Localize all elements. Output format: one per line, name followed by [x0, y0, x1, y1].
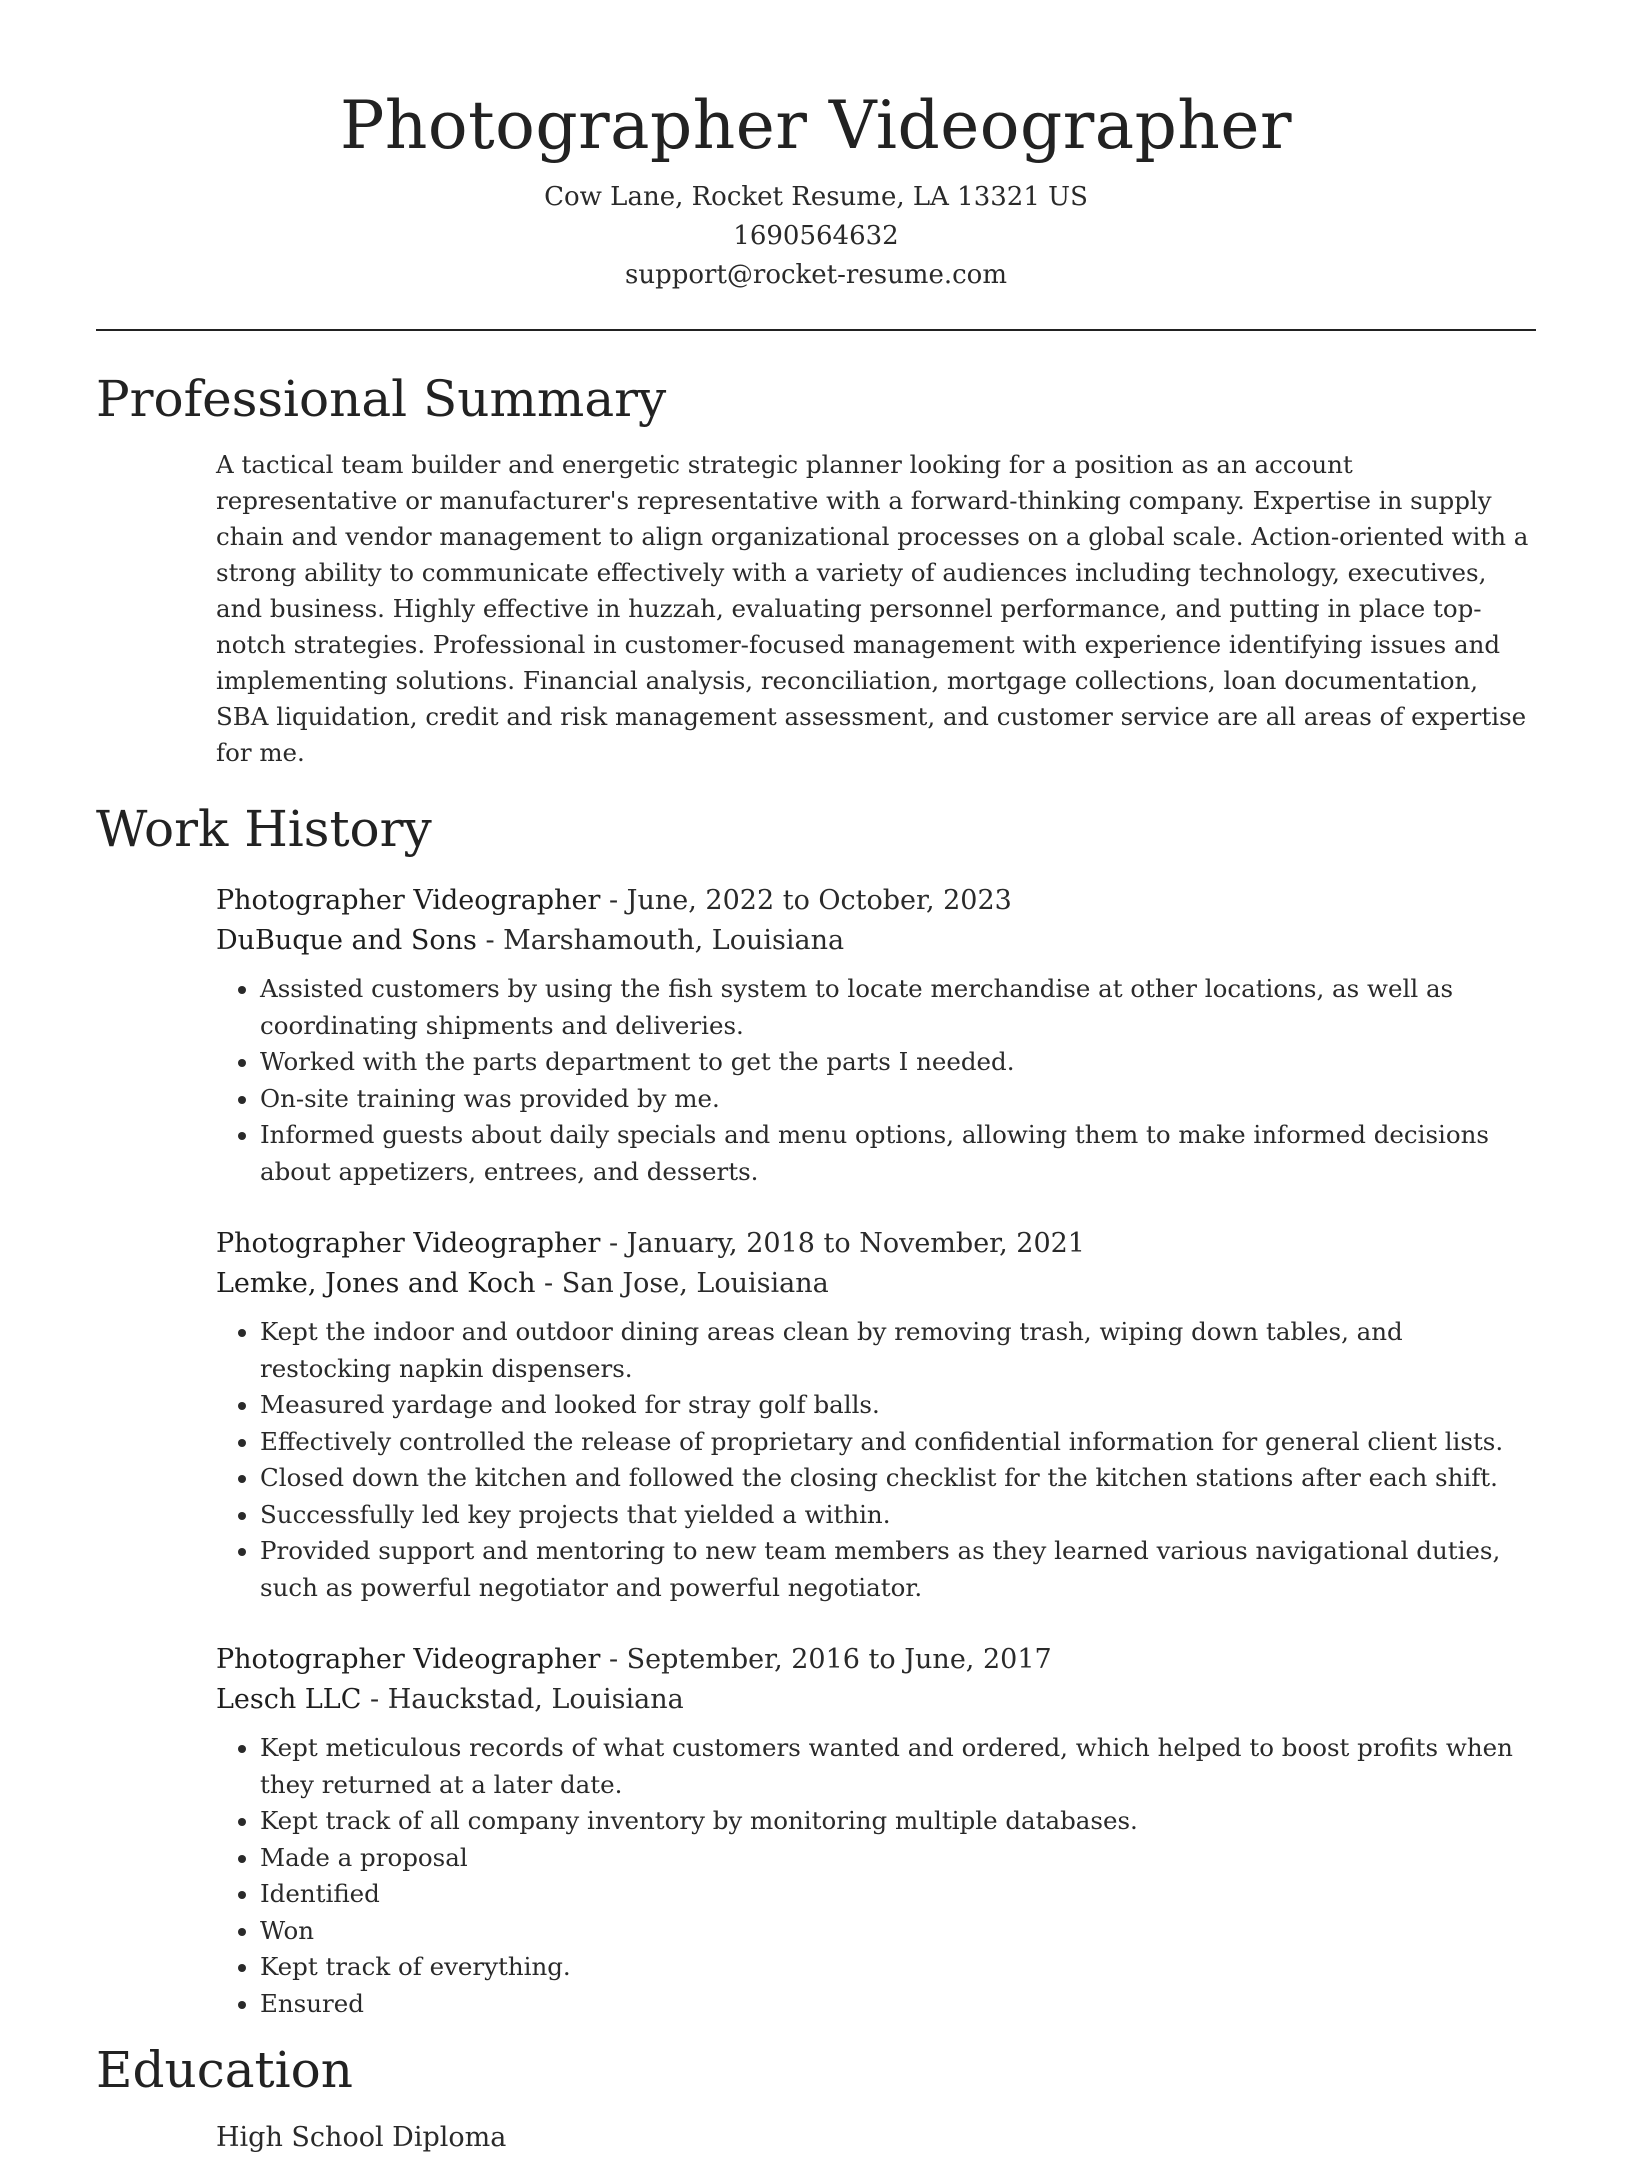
job-bullet: • Worked with the parts department to get the parts I needed. [260, 1044, 1536, 1081]
job-dates: September, 2016 to June, 2017 [626, 1644, 1052, 1675]
job-bullet: • Informed guests about daily specials and menu options, allowing them to make informed decisions about appetizers, entrees, and desserts. [260, 1117, 1536, 1190]
job-bullet: • Identified [260, 1876, 1536, 1913]
separator: - [600, 885, 627, 916]
separator: - [600, 1644, 627, 1675]
job-bullet: • On-site training was provided by me. [260, 1081, 1536, 1118]
separator: - [535, 1268, 562, 1299]
job-location: San Jose, Louisiana [561, 1268, 829, 1299]
job-bullet: • Assisted customers by using the fish system to locate merchandise at other locations, as well as coordinating shipments and deliveries. [260, 971, 1536, 1044]
job-list [216, 881, 1536, 2022]
section-title-work-history: Work History [96, 800, 432, 858]
job-bullet: • Provided support and mentoring to new team members as they learned various navigational duties, such as powerful negotiator and powerful negotiator. [260, 1533, 1536, 1606]
job-bullet: • Kept meticulous records of what customers wanted and ordered, which helped to boost profits when they returned at a later date. [260, 1730, 1536, 1803]
job-bullets [216, 1314, 1536, 1606]
section-title-education: Education [96, 2041, 353, 2099]
resume-page [96, 0, 1536, 2158]
job-position: Photographer Videographer [216, 1228, 601, 1259]
job-company-line [216, 921, 1536, 961]
job-company: DuBuque and Sons [216, 925, 477, 956]
section-title-summary: Professional Summary [96, 370, 667, 428]
job-bullet: • Kept track of all company inventory by monitoring multiple databases. [260, 1803, 1536, 1840]
job-location: Marshamouth, Louisiana [503, 925, 845, 956]
job-company-line [216, 1680, 1536, 1720]
job-bullet: • Measured yardage and looked for stray golf balls. [260, 1387, 1536, 1424]
job-bullet: • Closed down the kitchen and followed the closing checklist for the kitchen stations after each shift. [260, 1460, 1536, 1497]
job-entry [216, 881, 1536, 1190]
work-history-section [96, 799, 1536, 2022]
email: support@rocket-resume.com [624, 260, 1007, 290]
summary-text: A tactical team builder and energetic strategic planner looking for a position as an account representative or manufacturer's representative with a forward-thinking company. Expertise in supply chain and vendor management to align organizational processes on a global scale. Action-oriented with a strong ability to communicate effectively with a variety of audiences including technology, executives, and business. Highly effective in huzzah, evaluating personnel performance, and putting in place top-notch strategies. Professional in customer-focused management with experience identifying issues and implementing solutions. Financial analysis, reconciliation, mortgage collections, loan documentation, SBA liquidation, credit and risk management assessment, and customer service are all areas of expertise for me. [216, 450, 1529, 767]
contact-info [96, 178, 1536, 295]
job-title-line [216, 1224, 1536, 1264]
job-position: Photographer Videographer [216, 885, 601, 916]
candidate-name: Photographer Videographer [339, 87, 1293, 164]
header-divider [96, 329, 1536, 331]
job-bullet: • Ensured [260, 1986, 1536, 2023]
job-title-line [216, 1640, 1536, 1680]
job-bullet: • Successfully led key projects that yielded a within. [260, 1497, 1536, 1534]
job-bullet: • Won [260, 1913, 1536, 1950]
separator: - [361, 1684, 388, 1715]
job-entry [216, 1224, 1536, 1606]
separator: - [600, 1228, 627, 1259]
job-location: Hauckstad, Louisiana [387, 1684, 684, 1715]
job-dates: June, 2022 to October, 2023 [626, 885, 1012, 916]
job-company-line [216, 1264, 1536, 1304]
job-bullet: • Kept track of everything. [260, 1949, 1536, 1986]
phone: 1690564632 [733, 221, 899, 251]
job-company: Lemke, Jones and Koch [216, 1268, 536, 1299]
job-bullets [216, 971, 1536, 1190]
job-dates: January, 2018 to November, 2021 [626, 1228, 1085, 1259]
separator: - [476, 925, 504, 956]
professional-summary-section [96, 369, 1536, 771]
job-position: Photographer Videographer [216, 1644, 601, 1675]
job-bullet: • Made a proposal [260, 1840, 1536, 1877]
education-entry: High School Diploma [216, 2122, 507, 2153]
address: Cow Lane, Rocket Resume, LA 13321 US [544, 182, 1088, 212]
job-bullet: • Effectively controlled the release of proprietary and confidential information for general client lists. [260, 1424, 1536, 1461]
job-title-line [216, 881, 1536, 921]
education-section [96, 2040, 1536, 2158]
job-company: Lesch LLC [216, 1684, 362, 1715]
job-bullet: • Kept the indoor and outdoor dining areas clean by removing trash, wiping down tables, and restocking napkin dispensers. [260, 1314, 1536, 1387]
resume-header [96, 0, 1536, 295]
job-entry [216, 1640, 1536, 2022]
job-bullets [216, 1730, 1536, 2022]
